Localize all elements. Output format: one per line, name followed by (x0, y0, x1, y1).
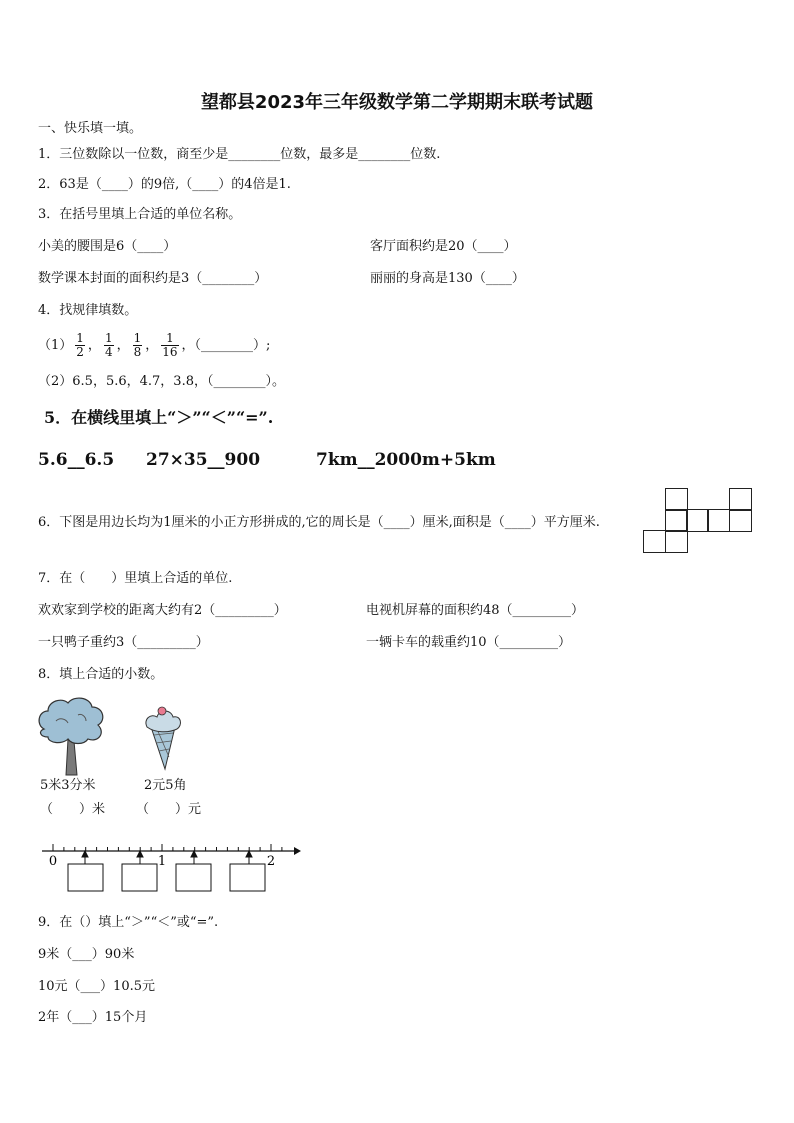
ice-cream-cone-illustration (143, 705, 183, 771)
fraction: $\frac{1}{4}$ (104, 331, 113, 359)
axis-label-2: 2 (266, 854, 276, 869)
question-4-part-2: （2）6.5，5.6，4.7，3.8，（________）。 (38, 374, 285, 389)
question-3-item-c: 数学课本封面的面积约是3（________） (38, 271, 268, 286)
question-9-stem: 9．在（）填上“＞”“＜”或“=”. (38, 915, 219, 930)
cone-answer-blank: （ ）元 (136, 802, 202, 817)
page-title: 望都县2023年三年级数学第二学期期末联考试题 (200, 92, 594, 113)
tree-height-label: 5米3分米 (40, 778, 96, 793)
number-line (36, 840, 302, 896)
question-7-item-b: 电视机屏幕的面积约48（_________） (366, 603, 585, 618)
question-7-item-c: 一只鸭子重约3（_________） (38, 635, 209, 650)
question-5-item-b: 27×35__900 (146, 450, 261, 470)
question-1: 1．三位数除以一位数，商至少是________位数，最多是________位数. (38, 147, 441, 162)
answer-box-4[interactable] (230, 864, 265, 891)
fraction: $\frac{1}{16}$ (162, 331, 178, 359)
question-3-item-a: 小美的腰围是6（____） (38, 239, 177, 254)
fraction: $\frac{1}{8}$ (133, 331, 142, 359)
tree-illustration (36, 695, 108, 777)
cone-price-label: 2元5角 (144, 778, 187, 793)
q4-suffix: （________）; (194, 338, 271, 353)
question-3-item-d: 丽丽的身高是130（____） (370, 271, 525, 286)
question-2: 2．63是（____）的9倍,（____）的4倍是1. (38, 177, 291, 192)
question-9-item-b: 10元（___）10.5元 (38, 979, 155, 994)
question-6: 6．下图是用边长均为1厘米的小正方形拼成的,它的周长是（____）厘米,面积是（____）平方厘米. (38, 515, 600, 530)
section-heading: 一、快乐填一填。 (38, 121, 143, 136)
question-4-stem: 4．找规律填数。 (38, 303, 138, 318)
axis-label-1: 1 (157, 854, 167, 869)
question-9-item-a: 9米（___）90米 (38, 947, 135, 962)
answer-box-3[interactable] (176, 864, 211, 891)
question-3-item-b: 客厅面积约是20（____） (370, 239, 517, 254)
answer-box-1[interactable] (68, 864, 103, 891)
fraction: $\frac{1}{2}$ (76, 331, 84, 359)
q4-prefix: （1） (38, 338, 73, 353)
question-7-stem: 7．在（ ）里填上合适的单位. (38, 571, 233, 586)
axis-label-0: 0 (48, 854, 58, 869)
tree-answer-blank: （ ）米 (40, 802, 106, 817)
question-3-stem: 3．在括号里填上合适的单位名称。 (38, 207, 242, 222)
question-9-item-c: 2年（___）15个月 (38, 1010, 148, 1025)
question-7-item-a: 欢欢家到学校的距离大约有2（_________） (38, 603, 287, 618)
question-8-stem: 8．填上合适的小数。 (38, 667, 164, 682)
question-5-item-c: 7km__2000m+5km (316, 450, 496, 470)
question-4-part-1: （1） $\frac{1}{2}$ ， $\frac{1}{4}$ ， $\frac{1}{8}$ ， $\frac{1}{16}$ ，（________）; (38, 331, 271, 359)
answer-box-2[interactable] (122, 864, 157, 891)
question-7-item-d: 一辆卡车的载重约10（_________） (366, 635, 572, 650)
question-5-item-a: 5.6__6.5 (38, 450, 115, 470)
question-5-stem: 5．在横线里填上“＞”“＜”“=”. (44, 408, 274, 427)
